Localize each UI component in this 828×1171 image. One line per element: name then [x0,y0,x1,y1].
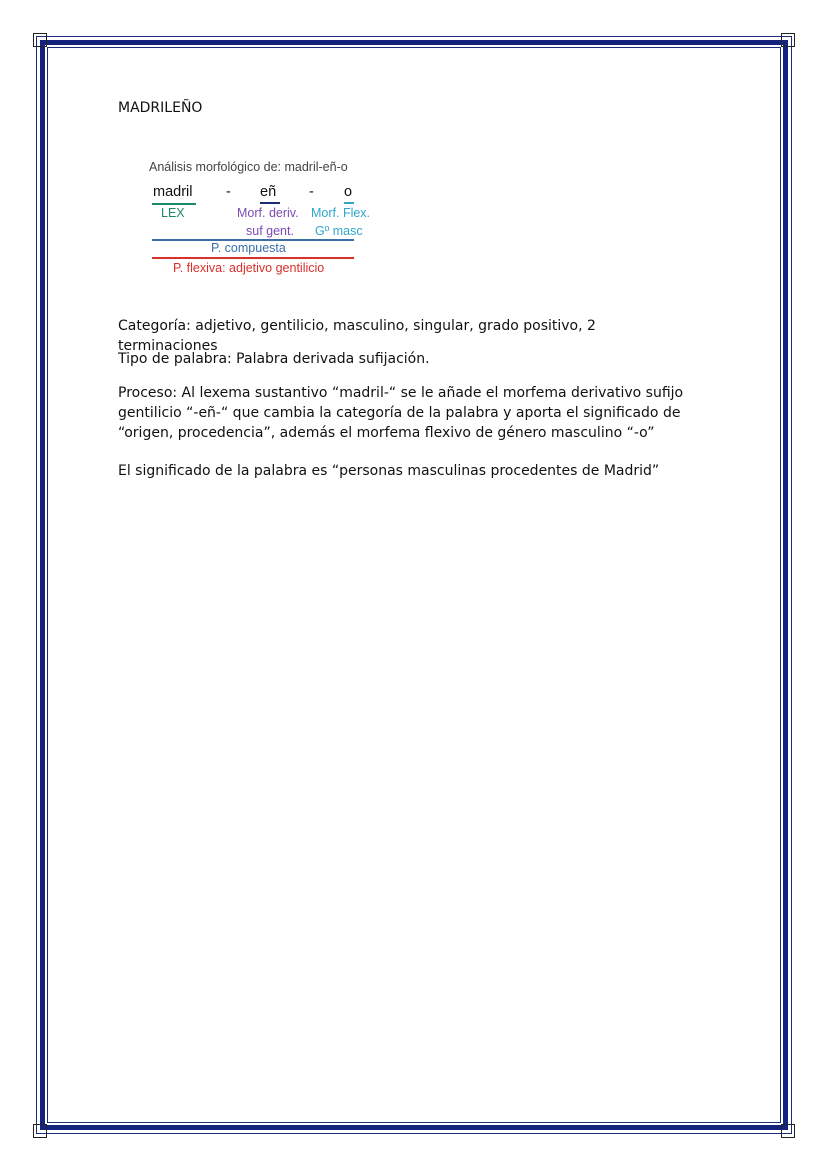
paragraph-tipo: Tipo de palabra: Palabra derivada sufijación. [118,351,430,367]
label-g-masc: Gº masc [315,224,363,238]
diagram-caption: Análisis morfológico de: madril-eñ-o [149,160,348,174]
lex-underline [152,203,196,205]
border-corner-top-left [33,33,47,47]
segment-en: eñ [260,184,277,200]
segment-separator: - [309,184,314,200]
ending-underline [344,202,354,204]
morphological-analysis-diagram [140,155,400,280]
label-p-flexiva: P. flexiva: adjetivo gentilicio [173,261,325,275]
label-lex: LEX [161,206,185,220]
segment-o: o [344,184,353,200]
segment-madril: madril [153,184,193,200]
suffix-underline [260,202,280,204]
border-corner-top-right [781,33,795,47]
document-title: MADRILEÑO [118,100,203,116]
label-morf-deriv: Morf. deriv. [237,206,299,220]
segment-separator: - [226,184,231,200]
label-morf-flex: Morf. Flex. [311,206,371,220]
flexiva-line [152,257,354,259]
paragraph-categoria: Categoría: adjetivo, gentilicio, masculino, singular, grado positivo, 2 terminaciones [118,318,596,354]
paragraph-significado: El significado de la palabra es “personas masculinas procedentes de Madrid” [118,463,660,479]
label-suf-gent: suf gent. [246,224,294,238]
label-p-compuesta: P. compuesta [211,241,286,255]
border-corner-bottom-right [781,1124,795,1138]
border-corner-bottom-left [33,1124,47,1138]
paragraph-proceso: Proceso: Al lexema sustantivo “madril-“ se le añade el morfema derivativo sufijo gentilicio “-eñ-“ que cambia la categoría de la palabra y aporta el significado de “origen, procedencia”, además el morfema flexivo de género masculino “-o” [118,385,684,441]
